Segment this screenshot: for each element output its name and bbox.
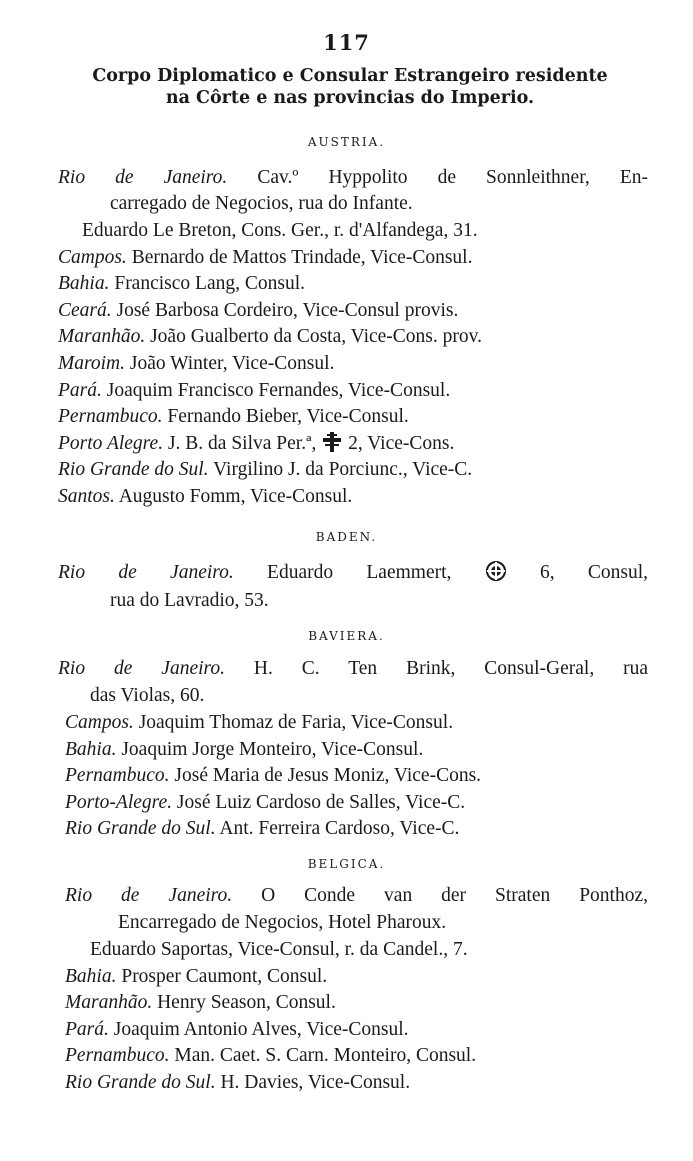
place-name: Campos. [65, 712, 134, 733]
section-heading-baden: BADEN. [315, 530, 378, 544]
entry-line [65, 883, 648, 909]
entry-line [58, 298, 648, 324]
place-name: Maroim. [58, 353, 125, 374]
section-heading-belgica: BELGICA. [307, 857, 386, 871]
place-name: Bahia. [65, 739, 117, 760]
entry-text: O Conde van der Straten Ponthoz, [261, 885, 649, 906]
entry-text: Bernardo de Mattos Trindade, Vice-Consul. [131, 247, 473, 268]
place-name: Bahia. [58, 273, 110, 294]
place-name: Rio de Janeiro. [58, 658, 226, 679]
place-name: Rio Grande do Sul. [65, 1072, 216, 1093]
entry-text: Joaquim Thomaz de Faria, Vice-Consul. [138, 712, 454, 733]
entry-text: Man. Caet. S. Carn. Monteiro, Consul. [174, 1045, 477, 1066]
entry-text: José Maria de Jesus Moniz, Vice-Cons. [174, 765, 482, 786]
entry-line [58, 324, 648, 350]
entry-line [90, 937, 650, 963]
entry-text: Francisco Lang, Consul. [114, 273, 305, 294]
entry-line [65, 737, 655, 763]
place-name: Santos. [58, 486, 115, 507]
entry-text: João Winter, Vice-Consul. [129, 353, 335, 374]
entry-line [110, 588, 630, 614]
entry-line [65, 763, 655, 789]
entry-line [58, 378, 648, 404]
entry-text: Cav.º Hyppolito de Sonnleithner, En- [257, 167, 648, 188]
entry-line [82, 218, 642, 244]
entry-text: H. C. Ten Brink, Consul-Geral, rua [253, 658, 649, 679]
entry-text: Encarregado de Negocios, Hotel Pharoux. [118, 912, 447, 933]
entry-text: Eduardo Saportas, Vice-Consul, r. da Candel., 7. [90, 939, 468, 960]
place-name: Maranhão. [65, 992, 153, 1013]
entry-line [58, 656, 648, 682]
entry-line [58, 245, 648, 271]
place-name: Porto Alegre. [58, 433, 164, 454]
entry-text: José Barbosa Cordeiro, Vice-Consul provis. [116, 300, 459, 321]
entry-text: Ant. Ferreira Cardoso, Vice-C. [219, 818, 460, 839]
entry-line [65, 1070, 655, 1096]
entry-text: João Gualberto da Costa, Vice-Cons. prov. [150, 326, 482, 347]
entry-line [58, 457, 648, 483]
entry-line [65, 1017, 655, 1043]
entry-text: Eduardo Le Breton, Cons. Ger., r. d'Alfandega, 31. [82, 220, 478, 241]
place-name: Rio de Janeiro. [65, 885, 233, 906]
entry-line [110, 191, 630, 217]
place-name: Ceará. [58, 300, 112, 321]
entry-line [118, 910, 638, 936]
place-name: Pernambuco. [65, 765, 170, 786]
entry-text: Henry Season, Consul. [157, 992, 336, 1013]
entry-text: Augusto Fomm, Vice-Consul. [118, 486, 353, 507]
entry-line [58, 271, 648, 297]
entry-text: carregado de Negocios, rua do Infante. [110, 193, 413, 214]
place-name: Pará. [65, 1019, 109, 1040]
entry-text: Fernando Bieber, Vice-Consul. [167, 406, 409, 427]
entry-text: J. B. da Silva Per.ª, [167, 433, 317, 454]
title-line-1: Corpo Diplomatico e Consular Estrangeiro residente [92, 66, 608, 86]
page-number: 117 [323, 30, 370, 55]
place-name: Pernambuco. [65, 1045, 170, 1066]
section-heading-austria: AUSTRIA. [307, 135, 386, 149]
place-name: Pernambuco. [58, 406, 163, 427]
order-medal-icon [485, 560, 507, 582]
entry-text: Joaquim Francisco Fernandes, Vice-Consul. [106, 380, 451, 401]
place-name: Maranhão. [58, 326, 146, 347]
entry-line [65, 710, 655, 736]
entry-text: José Luiz Cardoso de Salles, Vice-C. [176, 792, 466, 813]
place-name: Rio de Janeiro. [58, 167, 228, 188]
entry-line [58, 484, 648, 510]
place-name: Campos. [58, 247, 127, 268]
page-title [40, 65, 660, 109]
order-cross-icon [321, 431, 343, 453]
entry-text: Virgilino J. da Porciunc., Vice-C. [213, 459, 473, 480]
entry-line [58, 351, 648, 377]
entry-text: Joaquim Antonio Alves, Vice-Consul. [113, 1019, 409, 1040]
entry-line [58, 431, 648, 457]
entry-text: 2, Vice-Cons. [348, 433, 455, 454]
entry-text: Eduardo Laemmert, [267, 562, 452, 583]
entry-line [58, 165, 648, 191]
entry-text: H. Davies, Vice-Consul. [220, 1072, 411, 1093]
section-heading-baviera: BAVIERA. [308, 629, 385, 643]
place-name: Rio Grande do Sul. [65, 818, 216, 839]
title-line-2: na Côrte e nas provincias do Imperio. [165, 88, 535, 108]
entry-line [65, 816, 655, 842]
place-name: Porto-Alegre. [65, 792, 173, 813]
place-name: Bahia. [65, 966, 117, 987]
entry-text: Prosper Caumont, Consul. [121, 966, 328, 987]
entry-line [90, 683, 630, 709]
place-name: Rio Grande do Sul. [58, 459, 209, 480]
entry-line [65, 964, 655, 990]
place-name: Pará. [58, 380, 102, 401]
entry-line [65, 990, 655, 1016]
entry-text: Joaquim Jorge Monteiro, Vice-Consul. [121, 739, 424, 760]
entry-line [65, 790, 655, 816]
entry-text: rua do Lavradio, 53. [110, 590, 269, 611]
place-name: Rio de Janeiro. [58, 562, 234, 583]
entry-line [58, 404, 648, 430]
entry-text: das Violas, 60. [90, 685, 205, 706]
entry-line [65, 1043, 655, 1069]
entry-line [58, 560, 648, 586]
entry-text: 6, Consul, [539, 562, 648, 583]
